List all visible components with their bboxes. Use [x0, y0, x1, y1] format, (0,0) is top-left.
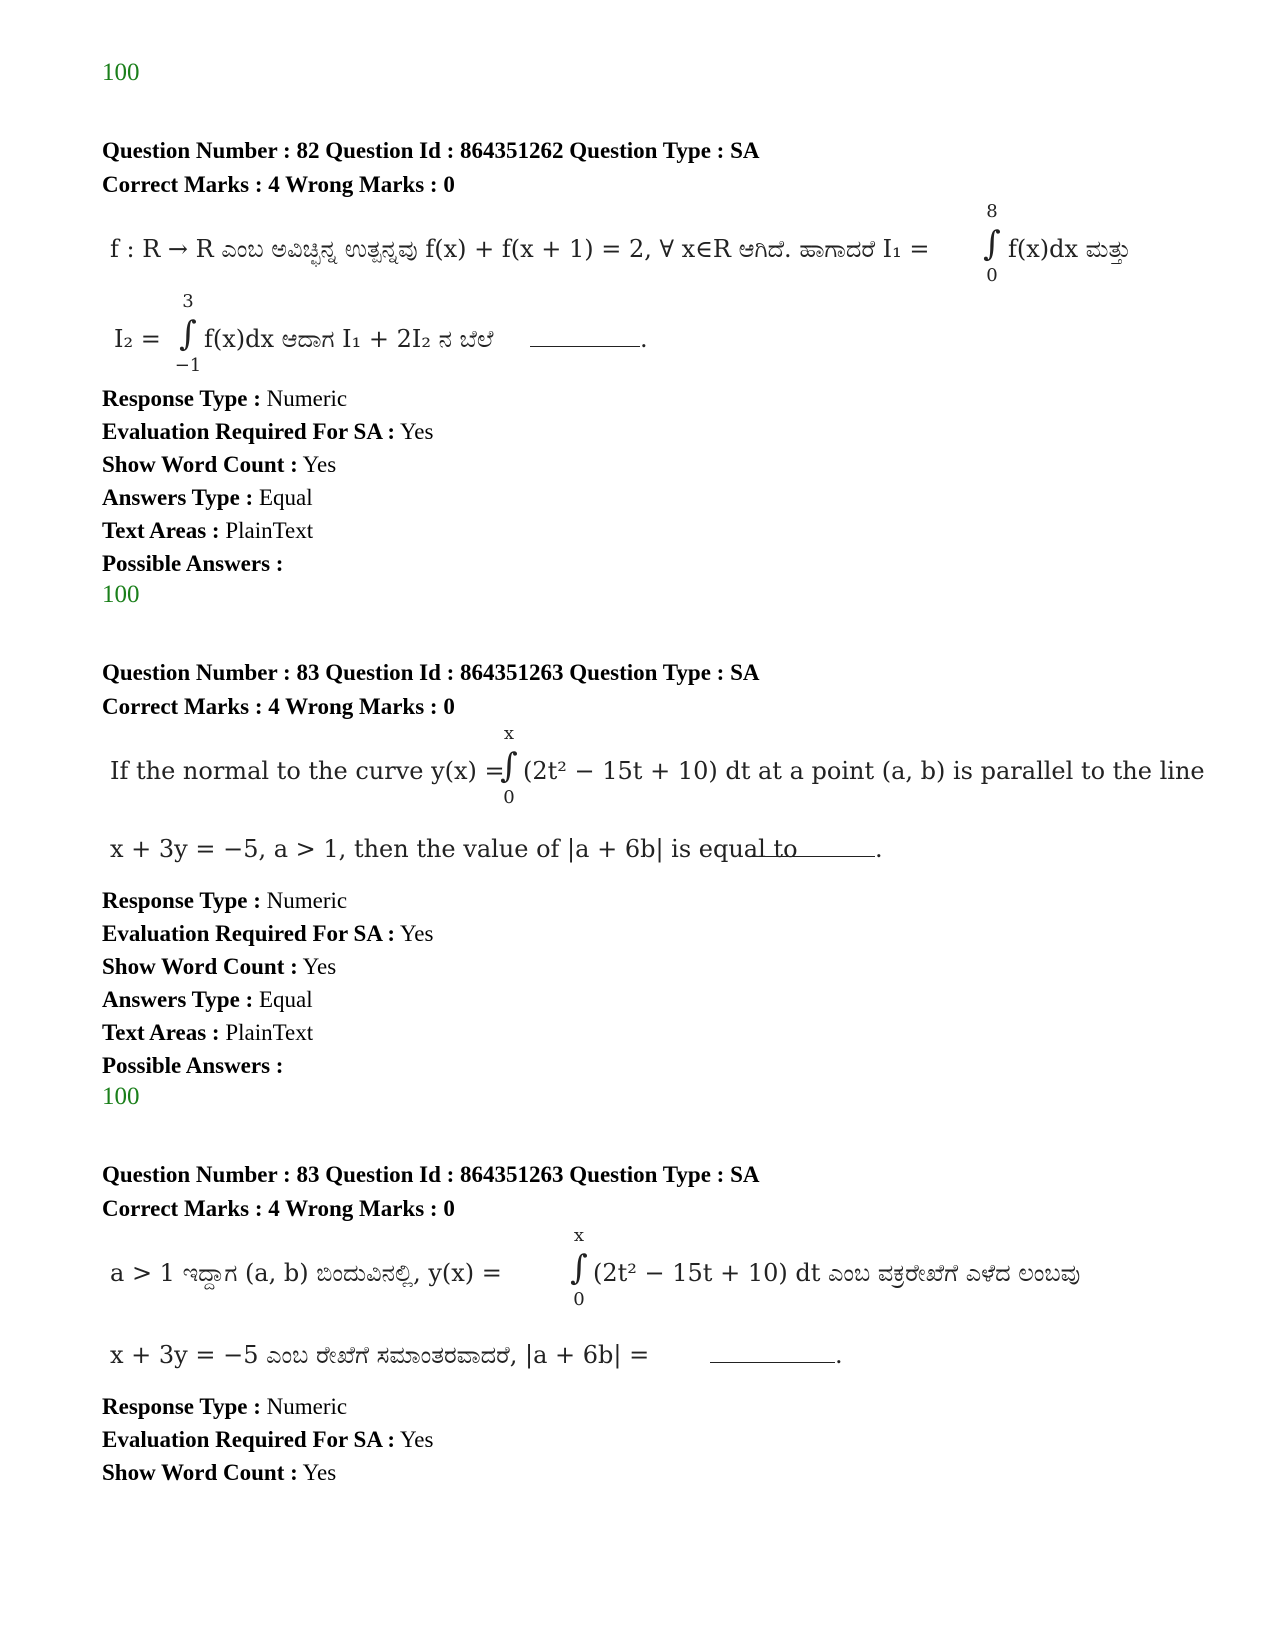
integral-sign-icon: ∫ [570, 1248, 588, 1288]
meta-value: Equal [253, 987, 313, 1012]
meta-label: Evaluation Required For SA : [102, 921, 396, 946]
meta-label: Show Word Count : [102, 452, 298, 477]
integral-lower-limit: −1 [174, 355, 202, 376]
question-text-segment: x + 3y = −5 ಎಂಬ ರೇಖೆಗೆ ಸಮಾಂತರವಾದರೆ, |a + 6b| = [110, 1341, 650, 1369]
meta-label: Evaluation Required For SA : [102, 1427, 396, 1452]
meta-row [102, 415, 1192, 448]
question-header [102, 656, 1192, 724]
meta-row [102, 917, 1192, 950]
meta-value: PlainText [219, 518, 314, 543]
integral-lower-limit: 0 [986, 265, 998, 286]
meta-label: Answers Type : [102, 987, 254, 1012]
question-meta [102, 382, 1192, 580]
meta-row [102, 1456, 1192, 1489]
integral-upper-limit: x [503, 723, 515, 744]
question-header-line: Question Number : 82 Question Id : 864351262 Question Type : SA [102, 138, 760, 163]
integral-symbol [174, 292, 202, 376]
meta-row [102, 884, 1192, 917]
question-meta [102, 1390, 1192, 1489]
meta-label: Possible Answers : [102, 551, 284, 576]
meta-row [102, 1423, 1192, 1456]
question-text-segment: x + 3y = −5, a > 1, then the value of |a + 6b| is equal to [110, 835, 798, 863]
possible-answer-value: 100 [102, 1083, 140, 1110]
possible-answer-value: 100 [102, 59, 140, 86]
meta-row [102, 382, 1192, 415]
question-text-line [110, 1316, 1192, 1390]
possible-answer-value: 100 [102, 581, 140, 608]
question-block [102, 1158, 1192, 1489]
question-header-line: Question Number : 83 Question Id : 864351263 Question Type : SA [102, 1162, 760, 1187]
meta-label: Show Word Count : [102, 1460, 298, 1485]
question-header [102, 1158, 1192, 1226]
meta-row [102, 1390, 1192, 1423]
integral-upper-limit: 3 [182, 291, 194, 312]
answer-blank: . [710, 1338, 843, 1372]
question-text-line [110, 814, 1192, 884]
meta-row [102, 514, 1192, 547]
integral-symbol [978, 202, 1006, 286]
question-text-segment: a > 1 ಇದ್ದಾಗ (a, b) ಬಿಂದುವಿನಲ್ಲಿ, y(x) = [110, 1259, 502, 1287]
meta-row [102, 1016, 1192, 1049]
question-text [110, 723, 1205, 884]
meta-value: Yes [395, 419, 434, 444]
question-text [110, 202, 1192, 382]
meta-value: Yes [297, 452, 337, 477]
integral-sign-icon: ∫ [500, 746, 518, 786]
question-block [102, 656, 1205, 1112]
meta-label: Response Type : [102, 1394, 261, 1419]
question-text-line [110, 202, 1192, 292]
meta-row [102, 950, 1192, 983]
meta-row [102, 547, 1192, 580]
meta-value: Yes [297, 954, 337, 979]
meta-value: Equal [253, 485, 313, 510]
question-marks-line: Correct Marks : 4 Wrong Marks : 0 [102, 1196, 455, 1221]
question-text-segment: (2t² − 15t + 10) dt ಎಂಬ ವಕ್ರರೇಖೆಗೆ ಎಳೆದ ಲಂಬವು [593, 1259, 1081, 1287]
meta-row [102, 1049, 1192, 1082]
meta-value: Numeric [260, 1394, 348, 1419]
question-text-line [110, 1226, 1192, 1316]
integral-upper-limit: 8 [986, 201, 998, 222]
integral-sign-icon: ∫ [983, 224, 1001, 264]
question-text-segment: (2t² − 15t + 10) dt at a point (a, b) is parallel to the line [523, 757, 1205, 785]
meta-value: Yes [395, 921, 434, 946]
question-meta [102, 884, 1192, 1082]
answer-blank: . [750, 832, 883, 866]
meta-label: Text Areas : [102, 518, 220, 543]
question-marks-line: Correct Marks : 4 Wrong Marks : 0 [102, 172, 455, 197]
question-text-line [110, 292, 1192, 382]
meta-value: Yes [395, 1427, 434, 1452]
question-text-line [110, 723, 1205, 814]
integral-lower-limit: 0 [503, 787, 515, 808]
meta-label: Text Areas : [102, 1020, 220, 1045]
integral-sign-icon: ∫ [179, 314, 197, 354]
meta-value: Numeric [260, 386, 348, 411]
question-marks-line: Correct Marks : 4 Wrong Marks : 0 [102, 694, 455, 719]
meta-label: Response Type : [102, 386, 261, 411]
integral-symbol [495, 724, 523, 808]
question-text-segment: I₂ = [114, 325, 161, 353]
question-text-segment: If the normal to the curve y(x) = [110, 757, 505, 785]
integral-upper-limit: x [573, 1225, 585, 1246]
question-text-segment: f(x)dx ಮತ್ತು [1008, 235, 1131, 263]
question-text-segment: f : R → R ಎಂಬ ಅವಿಚ್ಛಿನ್ನ ಉತ್ಪನ್ನವು f(x) + f(x + 1) = 2, ∀ x∈R ಆಗಿದೆ. ಹಾಗಾದರೆ I₁ = [110, 235, 930, 263]
document-page [102, 58, 1205, 1489]
answer-blank: . [530, 322, 648, 356]
meta-row [102, 448, 1192, 481]
question-block [102, 134, 1192, 610]
question-header [102, 134, 1192, 202]
meta-label: Response Type : [102, 888, 261, 913]
meta-label: Show Word Count : [102, 954, 298, 979]
meta-value: Numeric [260, 888, 348, 913]
meta-value: PlainText [219, 1020, 314, 1045]
meta-value: Yes [297, 1460, 337, 1485]
question-header-line: Question Number : 83 Question Id : 864351263 Question Type : SA [102, 660, 760, 685]
meta-row [102, 481, 1192, 514]
question-text [110, 1226, 1192, 1390]
integral-lower-limit: 0 [573, 1289, 585, 1310]
meta-label: Possible Answers : [102, 1053, 284, 1078]
meta-row [102, 983, 1192, 1016]
integral-symbol [565, 1226, 593, 1310]
meta-label: Answers Type : [102, 485, 254, 510]
question-text-segment: f(x)dx ಆದಾಗ I₁ + 2I₂ ನ ಬೆಲೆ [204, 325, 494, 353]
meta-label: Evaluation Required For SA : [102, 419, 396, 444]
